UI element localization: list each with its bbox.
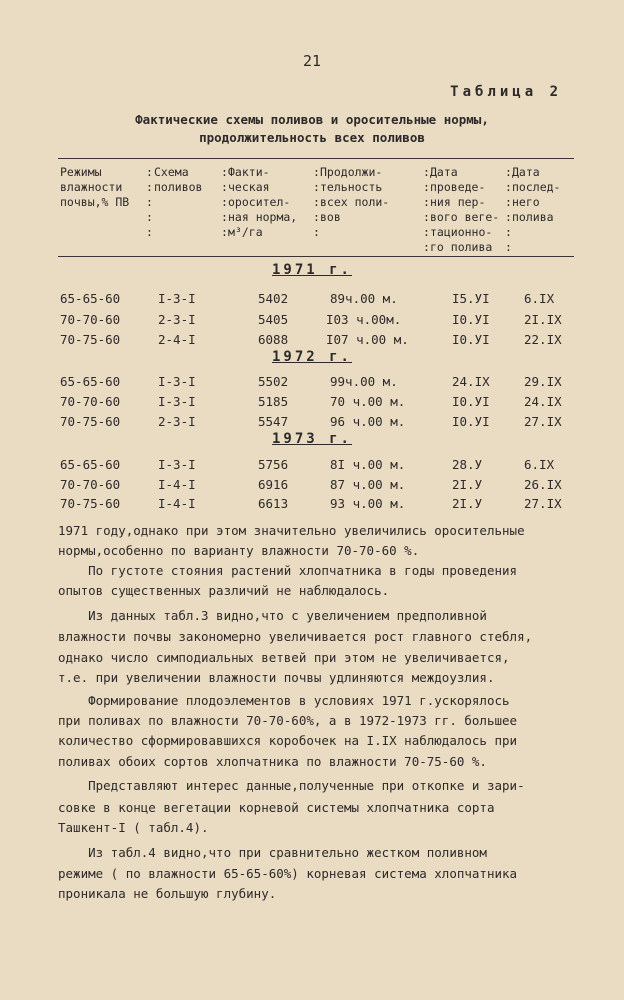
header-duration: Продолжи- тельность всех поли- вов	[320, 165, 390, 224]
body-line: Из данных табл.3 видно,что с увеличением предполивной	[58, 608, 487, 623]
body-line: Представляют интерес данные,полученные при откопке и зари-	[58, 778, 525, 793]
body-line: проникала не большую глубину.	[58, 886, 277, 901]
cell-first-date: I0.УI	[452, 332, 490, 347]
cell-duration: 70 ч.00 м.	[330, 394, 406, 409]
header-norm: Факти- ческая оросител- ная норма, м³/га	[228, 165, 298, 239]
cell-regime: 70-70-60	[60, 312, 121, 327]
cell-duration: I07 ч.00 м.	[326, 332, 409, 347]
cell-norm: 6613	[258, 496, 289, 511]
cell-duration: 93 ч.00 м.	[330, 496, 406, 511]
cell-last-date: 27.IX	[524, 414, 562, 429]
cell-last-date: 24.IX	[524, 394, 562, 409]
table-caption-line-1: Фактические схемы поливов и оросительные нормы,	[135, 112, 489, 127]
cell-norm: 5405	[258, 312, 289, 327]
header-last-date: Дата послед- него полива	[512, 165, 561, 224]
cell-regime: 65-65-60	[60, 374, 121, 389]
cell-duration: 89ч.00 м.	[330, 291, 398, 306]
body-line: Формирование плодоэлементов в условиях 1971 г.ускорялось	[58, 693, 510, 708]
cell-duration: 96 ч.00 м.	[330, 414, 406, 429]
cell-first-date: 2I.У	[452, 477, 483, 492]
table-header-rule	[58, 256, 574, 257]
header-first-date: Дата проведе- ния пер- вого веге- тационно- го полива	[430, 165, 500, 254]
header-separator: : : : : :	[313, 165, 320, 239]
cell-duration: I03 ч.00м.	[326, 312, 402, 327]
cell-scheme: I-4-I	[158, 496, 196, 511]
body-line: т.е. при увеличении влажности почвы удлиняются междоузлия.	[58, 670, 495, 685]
cell-first-date: I0.УI	[452, 394, 490, 409]
cell-first-date: I0.УI	[452, 312, 490, 327]
year-label: 1973 г.	[271, 431, 352, 447]
cell-duration: 99ч.00 м.	[330, 374, 398, 389]
cell-first-date: I0.УI	[452, 414, 490, 429]
body-line: влажности почвы закономерно увеличивается рост главного стебля,	[58, 629, 533, 644]
cell-scheme: 2-3-I	[158, 414, 196, 429]
cell-last-date: 2I.IX	[524, 312, 562, 327]
header-scheme: Схема поливов	[154, 165, 203, 194]
year-heading	[0, 431, 624, 447]
body-line: 1971 году,однако при этом значительно увеличились оросительные	[58, 523, 525, 538]
cell-duration: 8I ч.00 м.	[330, 457, 406, 472]
year-label: 1971 г.	[271, 262, 352, 278]
cell-last-date: 29.IX	[524, 374, 562, 389]
header-separator: : : : : :	[146, 165, 153, 239]
body-line: совке в конце вегетации корневой системы хлопчатника сорта	[58, 800, 495, 815]
cell-norm: 5502	[258, 374, 289, 389]
year-heading	[0, 349, 624, 365]
cell-last-date: 26.IX	[524, 477, 562, 492]
cell-regime: 70-75-60	[60, 496, 121, 511]
cell-norm: 6088	[258, 332, 289, 347]
body-line: нормы,особенно по варианту влажности 70-70-60 %.	[58, 543, 420, 558]
body-line: количество сформировавшихся коробочек на I.IX наблюдалось при	[58, 733, 518, 748]
cell-regime: 70-70-60	[60, 477, 121, 492]
cell-scheme: I-4-I	[158, 477, 196, 492]
cell-norm: 5185	[258, 394, 289, 409]
cell-last-date: 6.IX	[524, 291, 555, 306]
header-separator: : : : : : :	[423, 165, 430, 254]
cell-regime: 70-75-60	[60, 332, 121, 347]
body-line: при поливах по влажности 70-70-60%, а в 1972-1973 гг. большее	[58, 713, 518, 728]
body-line: опытов существенных различий не наблюдалось.	[58, 583, 390, 598]
cell-norm: 6916	[258, 477, 289, 492]
body-line: Ташкент-I ( табл.4).	[58, 820, 209, 835]
cell-last-date: 22.IX	[524, 332, 562, 347]
header-separator: : : : : : :	[505, 165, 512, 254]
cell-scheme: 2-3-I	[158, 312, 196, 327]
header-regime: Режимы влажности почвы,% ПВ	[60, 165, 130, 209]
table-caption-line-2: продолжительность всех поливов	[199, 130, 425, 145]
cell-last-date: 6.IX	[524, 457, 555, 472]
cell-scheme: I-3-I	[158, 291, 196, 306]
cell-first-date: 24.IX	[452, 374, 490, 389]
cell-regime: 70-75-60	[60, 414, 121, 429]
table-top-rule	[58, 158, 574, 159]
year-heading	[0, 262, 624, 278]
body-line: режиме ( по влажности 65-65-60%) корневая система хлопчатника	[58, 866, 518, 881]
header-separator: : : : : :	[221, 165, 228, 239]
cell-regime: 65-65-60	[60, 291, 121, 306]
cell-first-date: I5.УI	[452, 291, 490, 306]
cell-norm: 5756	[258, 457, 289, 472]
cell-norm: 5547	[258, 414, 289, 429]
cell-norm: 5402	[258, 291, 289, 306]
body-line: поливах обоих сортов хлопчатника по влажности 70-75-60 %.	[58, 754, 487, 769]
body-line: однако число симподиальных ветвей при этом не увеличивается,	[58, 650, 510, 665]
cell-last-date: 27.IX	[524, 496, 562, 511]
cell-scheme: I-3-I	[158, 457, 196, 472]
cell-scheme: I-3-I	[158, 374, 196, 389]
body-line: Из табл.4 видно,что при сравнительно жестком поливном	[58, 845, 487, 860]
cell-first-date: 28.У	[452, 457, 483, 472]
cell-regime: 70-70-60	[60, 394, 121, 409]
body-line: По густоте стояния растений хлопчатника в годы проведения	[58, 563, 518, 578]
cell-first-date: 2I.У	[452, 496, 483, 511]
cell-regime: 65-65-60	[60, 457, 121, 472]
cell-scheme: 2-4-I	[158, 332, 196, 347]
year-label: 1972 г.	[271, 349, 352, 365]
cell-scheme: I-3-I	[158, 394, 196, 409]
page-number: 21	[302, 52, 322, 70]
table-label: Таблица 2	[450, 84, 562, 100]
cell-duration: 87 ч.00 м.	[330, 477, 406, 492]
